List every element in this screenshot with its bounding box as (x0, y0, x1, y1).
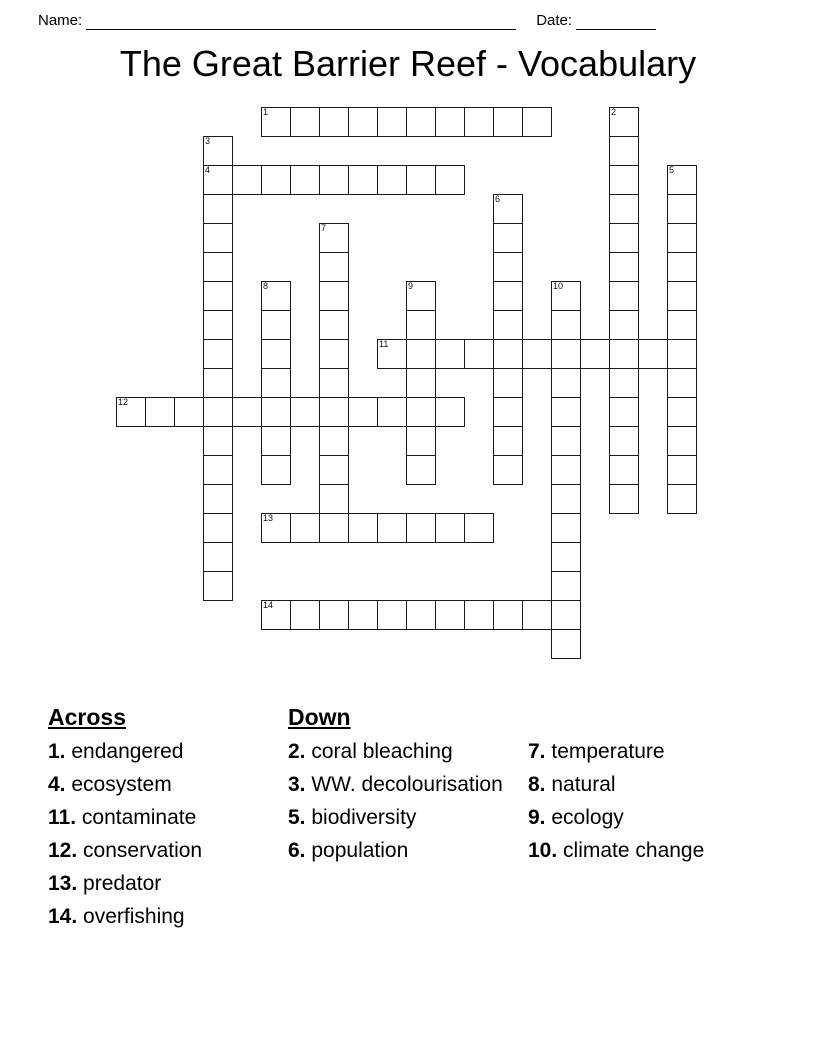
crossword-cell[interactable] (348, 107, 378, 137)
crossword-cell[interactable] (290, 107, 320, 137)
crossword-cell[interactable] (493, 107, 523, 137)
clue-item[interactable] (48, 801, 278, 834)
crossword-cell[interactable] (261, 281, 291, 311)
clue-text: coral bleaching (311, 740, 453, 763)
crossword-cell[interactable] (609, 397, 639, 427)
crossword-cell-number: 6 (495, 194, 501, 204)
clue-text: contaminate (81, 806, 197, 829)
crossword-cell[interactable] (348, 165, 378, 195)
crossword-cell[interactable] (609, 426, 639, 456)
crossword-cell[interactable] (522, 600, 552, 630)
crossword-cell[interactable] (493, 194, 523, 224)
crossword-cell[interactable] (551, 629, 581, 659)
crossword-cell[interactable] (667, 165, 697, 195)
crossword-cell[interactable] (464, 600, 494, 630)
clue-number: 5. (288, 806, 306, 829)
crossword-cell[interactable] (261, 165, 291, 195)
crossword-cell[interactable] (667, 426, 697, 456)
crossword-cell-number: 4 (205, 165, 211, 175)
clue-item[interactable] (48, 900, 278, 933)
crossword-cell[interactable] (261, 397, 291, 427)
crossword-cell[interactable] (319, 107, 349, 137)
crossword-cell[interactable] (609, 252, 639, 282)
clue-text: overfishing (83, 905, 185, 928)
crossword-cell[interactable] (406, 339, 436, 369)
clue-number: 3. (288, 773, 306, 796)
crossword-cell[interactable] (319, 600, 349, 630)
crossword-cell[interactable] (609, 281, 639, 311)
crossword-cell[interactable] (377, 107, 407, 137)
clue-text: climate change (563, 839, 705, 862)
crossword-cell[interactable] (551, 397, 581, 427)
crossword-cell-number: 11 (379, 339, 389, 349)
crossword-cell[interactable] (116, 397, 146, 427)
clue-item[interactable] (528, 801, 778, 834)
crossword-cell[interactable] (493, 426, 523, 456)
clue-text: predator (83, 872, 162, 895)
name-write-line[interactable] (86, 15, 516, 30)
crossword-cell[interactable] (464, 513, 494, 543)
crossword-cell[interactable] (203, 194, 233, 224)
crossword-cell[interactable] (377, 339, 407, 369)
crossword-cell[interactable] (551, 542, 581, 572)
crossword-cell-number: 8 (263, 281, 269, 291)
crossword-cell[interactable] (261, 455, 291, 485)
crossword-cell-number: 5 (669, 165, 675, 175)
clue-text: WW. decolourisation (311, 773, 503, 796)
crossword-cell[interactable] (435, 513, 465, 543)
crossword-cell[interactable] (319, 165, 349, 195)
crossword-cell[interactable] (667, 194, 697, 224)
crossword-cell[interactable] (667, 310, 697, 340)
crossword-cell[interactable] (290, 165, 320, 195)
crossword-cell[interactable] (493, 368, 523, 398)
crossword-cell[interactable] (319, 281, 349, 311)
crossword-cell[interactable] (232, 165, 262, 195)
clue-text: endangered (71, 740, 184, 763)
page-title: The Great Barrier Reef - Vocabulary (119, 43, 697, 84)
crossword-cell[interactable] (319, 484, 349, 514)
crossword-cell[interactable] (493, 600, 523, 630)
crossword-cell[interactable] (406, 107, 436, 137)
crossword-cell[interactable] (319, 426, 349, 456)
crossword-cell[interactable] (406, 455, 436, 485)
clue-number: 8. (528, 773, 546, 796)
crossword-cell[interactable] (203, 165, 233, 195)
crossword-cell[interactable] (203, 223, 233, 253)
crossword-cell[interactable] (493, 223, 523, 253)
crossword-cell[interactable] (435, 397, 465, 427)
crossword-cell[interactable] (609, 310, 639, 340)
clue-item[interactable] (48, 867, 278, 900)
clue-column-spacer (528, 700, 778, 735)
crossword-cell[interactable] (261, 426, 291, 456)
crossword-cell[interactable] (493, 310, 523, 340)
date-write-line[interactable] (576, 15, 656, 30)
crossword-cell[interactable] (609, 107, 639, 137)
crossword-cell[interactable] (406, 426, 436, 456)
crossword-cell[interactable] (435, 339, 465, 369)
crossword-cell[interactable] (551, 426, 581, 456)
crossword-cell[interactable] (667, 484, 697, 514)
crossword-cell[interactable] (290, 397, 320, 427)
crossword-cell[interactable] (609, 136, 639, 166)
clues-section (0, 700, 816, 970)
clue-number: 14. (48, 905, 78, 928)
date-label: Date: (536, 12, 573, 29)
crossword-cell[interactable] (464, 107, 494, 137)
crossword-cell[interactable] (609, 368, 639, 398)
crossword-cell[interactable] (667, 397, 697, 427)
clue-item[interactable] (48, 768, 278, 801)
crossword-cell[interactable] (203, 455, 233, 485)
crossword-cell[interactable] (319, 252, 349, 282)
crossword-cell[interactable] (203, 484, 233, 514)
crossword-cell[interactable] (667, 252, 697, 282)
crossword-cell[interactable] (203, 310, 233, 340)
clue-text: ecology (551, 806, 624, 829)
crossword-cell[interactable] (493, 397, 523, 427)
crossword-cell[interactable] (203, 252, 233, 282)
crossword-cell[interactable] (203, 339, 233, 369)
crossword-cell[interactable] (261, 600, 291, 630)
crossword-cell[interactable] (290, 600, 320, 630)
crossword-cell[interactable] (261, 513, 291, 543)
across-heading: Across (48, 704, 126, 730)
crossword-cell-number: 3 (205, 136, 211, 146)
clue-text: natural (551, 773, 616, 796)
crossword-cell[interactable] (377, 513, 407, 543)
crossword-cell[interactable] (551, 484, 581, 514)
crossword-cell[interactable] (609, 223, 639, 253)
clues-column-down-continued (528, 700, 778, 867)
crossword-cell[interactable] (609, 165, 639, 195)
crossword-cell-number: 13 (263, 513, 274, 523)
crossword-cell[interactable] (551, 513, 581, 543)
crossword-cell-number: 10 (553, 281, 564, 291)
crossword-cell[interactable] (464, 339, 494, 369)
clue-item[interactable] (288, 834, 518, 867)
crossword-cell[interactable] (667, 339, 697, 369)
clue-text: conservation (83, 839, 203, 862)
crossword-cell[interactable] (261, 107, 291, 137)
crossword-cell-number: 7 (321, 223, 327, 233)
crossword-cell[interactable] (406, 281, 436, 311)
crossword-cell[interactable] (667, 281, 697, 311)
crossword-cell[interactable] (522, 339, 552, 369)
clue-item[interactable] (528, 735, 778, 768)
crossword-cell[interactable] (435, 165, 465, 195)
clue-number: 12. (48, 839, 78, 862)
crossword-cell[interactable] (551, 281, 581, 311)
crossword-cell-number: 1 (263, 107, 269, 117)
crossword-cell[interactable] (319, 455, 349, 485)
crossword-cell[interactable] (145, 397, 175, 427)
crossword-cell[interactable] (203, 426, 233, 456)
crossword-cell[interactable] (609, 339, 639, 369)
crossword-cell[interactable] (551, 455, 581, 485)
crossword-cell[interactable] (551, 600, 581, 630)
crossword-cell[interactable] (203, 571, 233, 601)
crossword-cell[interactable] (261, 368, 291, 398)
crossword-cell[interactable] (667, 368, 697, 398)
crossword-cell[interactable] (203, 281, 233, 311)
clue-item[interactable] (288, 735, 518, 768)
crossword-cell[interactable] (319, 397, 349, 427)
crossword-cell[interactable] (261, 339, 291, 369)
clue-number: 7. (528, 740, 546, 763)
clue-number: 13. (48, 872, 78, 895)
clue-item[interactable] (288, 768, 518, 801)
crossword-cell[interactable] (319, 339, 349, 369)
crossword-cell[interactable] (348, 600, 378, 630)
clue-item[interactable] (48, 735, 278, 768)
crossword-cell[interactable] (174, 397, 204, 427)
crossword-cell[interactable] (551, 339, 581, 369)
crossword-cell[interactable] (522, 107, 552, 137)
crossword-cell-number: 14 (263, 600, 274, 610)
crossword-cell[interactable] (609, 455, 639, 485)
crossword-cell[interactable] (290, 513, 320, 543)
crossword-cell[interactable] (406, 368, 436, 398)
crossword-cell[interactable] (551, 571, 581, 601)
name-label: Name: (38, 12, 83, 29)
clue-text: temperature (551, 740, 665, 763)
down-heading: Down (288, 704, 351, 730)
clues-column-down (288, 700, 518, 867)
crossword-cell[interactable] (493, 252, 523, 282)
clue-item[interactable] (288, 801, 518, 834)
crossword-cell[interactable] (551, 310, 581, 340)
crossword-cell[interactable] (435, 600, 465, 630)
clue-text: population (311, 839, 409, 862)
name-date-row (0, 0, 816, 30)
clue-number: 2. (288, 740, 306, 763)
clue-number: 11. (48, 806, 77, 829)
crossword-cell-number: 12 (118, 397, 129, 407)
crossword-cell[interactable] (203, 136, 233, 166)
crossword-cell[interactable] (406, 165, 436, 195)
crossword-cell[interactable] (551, 368, 581, 398)
crossword-cell[interactable] (406, 310, 436, 340)
clue-number: 10. (528, 839, 558, 862)
clues-column-across (48, 700, 278, 933)
clue-item[interactable] (48, 834, 278, 867)
crossword-cell[interactable] (609, 194, 639, 224)
crossword-cell[interactable] (203, 397, 233, 427)
crossword-cell-number: 9 (408, 281, 414, 291)
crossword-cell[interactable] (435, 107, 465, 137)
clue-number: 4. (48, 773, 66, 796)
crossword-cell[interactable] (493, 455, 523, 485)
crossword-cell[interactable] (377, 165, 407, 195)
crossword-cell[interactable] (638, 339, 668, 369)
crossword-cell[interactable] (406, 513, 436, 543)
crossword-cell[interactable] (261, 310, 291, 340)
crossword-cell[interactable] (319, 368, 349, 398)
crossword-cell[interactable] (203, 542, 233, 572)
crossword-cell[interactable] (406, 397, 436, 427)
crossword-cell-number: 2 (611, 107, 617, 117)
clue-number: 1. (48, 740, 66, 763)
clue-item[interactable] (528, 834, 778, 867)
crossword-cell[interactable] (348, 397, 378, 427)
crossword-cell[interactable] (580, 339, 610, 369)
clue-text: biodiversity (311, 806, 417, 829)
crossword-cell[interactable] (377, 600, 407, 630)
clue-item[interactable] (528, 768, 778, 801)
crossword-cell[interactable] (406, 600, 436, 630)
crossword-cell[interactable] (667, 223, 697, 253)
crossword-cell[interactable] (348, 513, 378, 543)
crossword-cell[interactable] (377, 397, 407, 427)
crossword-cell[interactable] (609, 484, 639, 514)
clue-number: 9. (528, 806, 546, 829)
crossword-cell[interactable] (493, 281, 523, 311)
clue-number: 6. (288, 839, 306, 862)
crossword-cell[interactable] (319, 223, 349, 253)
crossword-cell[interactable] (203, 368, 233, 398)
crossword-cell[interactable] (319, 513, 349, 543)
clue-text: ecosystem (71, 773, 172, 796)
crossword-cell[interactable] (667, 455, 697, 485)
crossword-cell[interactable] (493, 339, 523, 369)
crossword-cell[interactable] (203, 513, 233, 543)
crossword-cell[interactable] (232, 397, 262, 427)
crossword-cell[interactable] (319, 310, 349, 340)
